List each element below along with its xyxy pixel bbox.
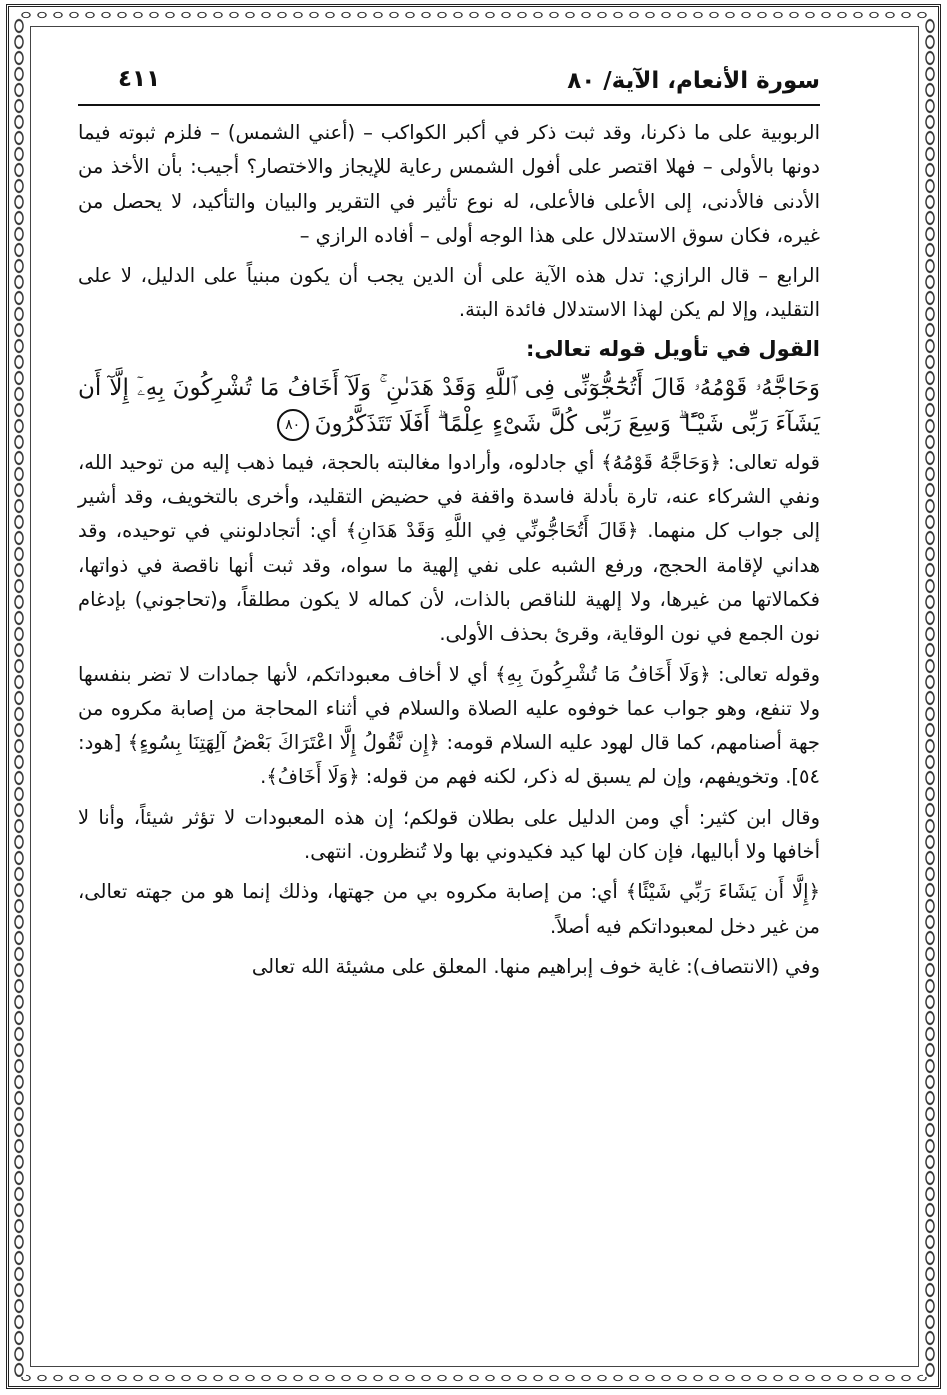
ayah-number-marker: ٨٠ [277, 409, 309, 441]
page-body [78, 116, 820, 984]
running-header [78, 60, 820, 106]
paragraph-3: قوله تعالى: ﴿وَحَاجَّهُ قَوْمُهُ﴾ أي جادلوه، وأرادوا مغالبته بالحجة، فيما ذهب إليه من توحيد الله، ونفي الشركاء عنه، تارة بأدلة فاسدة واقفة في حضيض التقليد، وأخرى بالتخويف، وقد أشير إلى جواب كل منهما. ﴿قَالَ أَتُحَاجُّونِّي فِي اللَّهِ وَقَدْ هَدَانِ﴾ أي: أتجادلونني في توحيده، وقد هداني لإقامة الحجج، ورفع الشبه على نفي إلهية ما سواه، وقد ثبت أنها ناقصة في ذواتها، فكمالاتها من غيرها، ولا إلهية للناقص بالذات، لأن كماله لا يكون مطلقاً، و(تحاجوني) بإدغام نون الجمع في نون الوقاية، وقرئ بحذف الأولى. [78, 450, 820, 646]
section-heading: القول في تأويل قوله تعالى: [526, 336, 820, 361]
surah-title: سورة الأنعام، الآية/ ٨٠ [567, 68, 820, 94]
paragraph-2: الرابع – قال الرازي: تدل هذه الآية على أن الدين يجب أن يكون مبنياً على الدليل، لا على التقليد، وإلا لم يكن لهذا الاستدلال فائدة البتة. [78, 264, 820, 322]
paragraph-4: وقوله تعالى: ﴿وَلَا أَخَافُ مَا تُشْرِكُونَ بِهِ﴾ أي لا أخاف معبوداتكم، لأنها جمادات لا تضر بنفسها ولا تنفع، وهو جواب عما خوفوه عليه الصلاة والسلام في أثناء المحاجة من إصابة مكروه من جهة أصنامهم، كما قال لهود عليه السلام قومه: ﴿إِن نَّقُولُ إِلَّا اعْتَرَاكَ بَعْضُ آلِهَتِنَا بِسُوءٍ﴾ [هود: ٥٤]. وتخويفهم، وإن لم يسبق له ذكر، لكنه فهم من قوله: ﴿وَلَا أَخَافُ﴾. [78, 662, 820, 789]
verse-text: وَحَاجَّهُۥ قَوْمُهُۥ قَالَ أَتُحَٰٓجُّوٓنِّى فِى ٱللَّهِ وَقَدْ هَدَىٰنِ ۚ وَلَآ أَخَافُ مَا تُشْرِكُونَ بِهِۦٓ إِلَّآ أَن يَشَآءَ رَبِّى شَيْـًٔا ۗ وَسِعَ رَبِّى كُلَّ شَىْءٍ عِلْمًا ۗ أَفَلَا تَتَذَكَّرُونَ [78, 374, 820, 437]
ornamental-border-top [18, 8, 929, 22]
ornamental-border-bottom [18, 1371, 929, 1385]
quran-verse [78, 370, 820, 442]
paragraph-6: ﴿إِلَّا أَن يَشَاءَ رَبِّي شَيْئًا﴾ أي: من إصابة مكروه بي من جهتها، وذلك إنما هو من جهته تعالى، من غير دخل لمعبوداتكم فيه أصلاً. [78, 880, 820, 938]
paragraph-7: وفي (الانتصاف): غاية خوف إبراهيم منها. المعلق على مشيئة الله تعالى [251, 954, 820, 978]
page-number: ٤١١ [118, 66, 161, 92]
paragraph-5: وقال ابن كثير: أي ومن الدليل على بطلان قولكم؛ إن هذه المعبودات لا تؤثر شيئاً، وأنا لا أخافها ولا أباليها، فإن كان لها كيد فكيدوني بها ولا تُنظرون. انتهى. [78, 805, 820, 864]
page [78, 60, 820, 988]
ornamental-border-left [12, 18, 26, 1377]
paragraph-1: الربوبية على ما ذكرنا، وقد ثبت ذكر في أكبر الكواكب – (أعني الشمس) – فلزم ثبوته فيما دونها بالأولى – فهلا اقتصر على أفول الشمس رعاية للإيجاز والاختصار؟ أجيب: بأن الأخذ من الأدنى فالأدنى، إلى الأعلى فالأعلى، له نوع تأثير في التقرير والبيان والتأكيد، لا يحصل من غيره، فكان سوق الاستدلال على هذا الوجه أولى – أفاده الرازي – [78, 121, 820, 247]
ornamental-border-right [923, 18, 937, 1377]
